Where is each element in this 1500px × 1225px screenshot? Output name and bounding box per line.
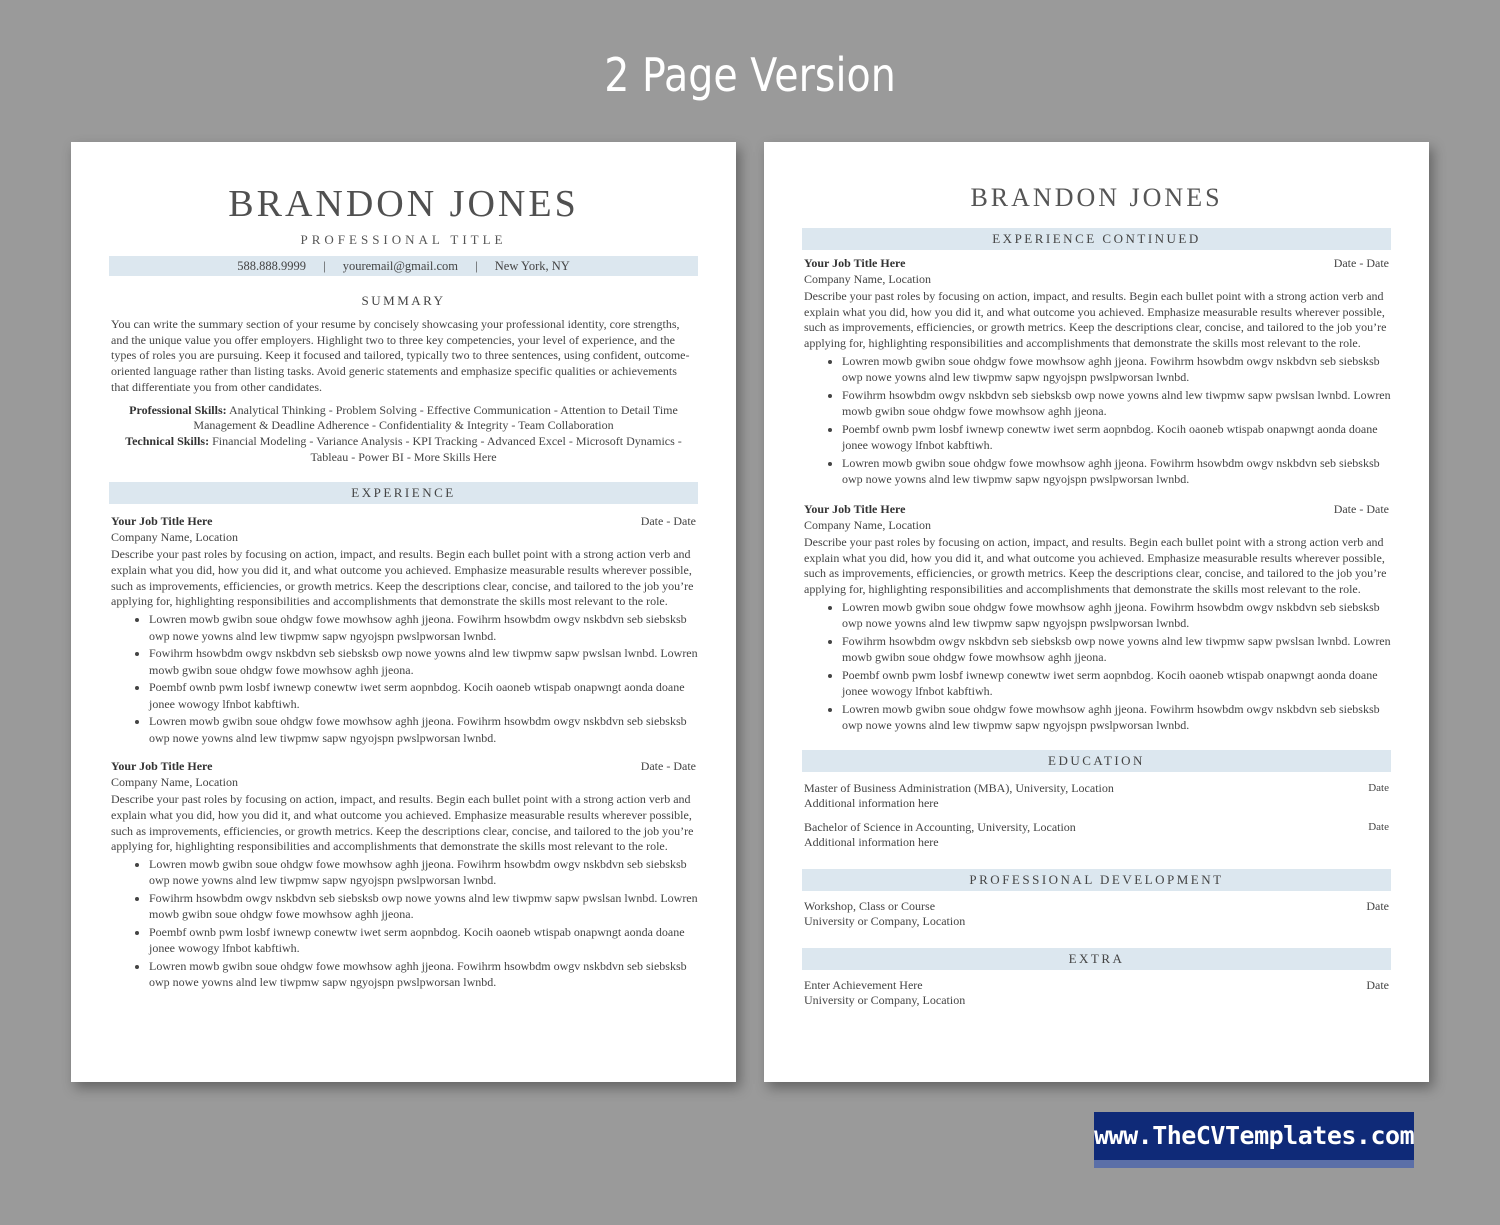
professional-development-heading: PROFESSIONAL DEVELOPMENT: [802, 869, 1391, 891]
job-title: Your Job Title Here: [804, 256, 906, 270]
list-item: • Fowihrm hsowbdm owgv nskbdvn seb siebsksb owp nowe yowns alnd lew tiwpmw sapw pwslsan lwnbd. Lowren mowb gwibn soue ohdgw fowe mowhsow aghh jjeona.: [149, 890, 698, 923]
education-entry: [802, 781, 1391, 812]
job-description: Describe your past roles by focusing on action, impact, and results. Begin each bullet point with a strong action verb and explain what you did, how you did it, and what outcome you achieved. Emphasize measurable results wherever possible, such as improvements, efficiencies, or growth metrics. Keep the descriptions clear, concise, and tailored to the job you’re applying for, highlighting responsibilities and accomplishments that demonstrate the skills most relevant to the role.: [111, 792, 694, 854]
job-description: Describe your past roles by focusing on action, impact, and results. Begin each bullet point with a strong action verb and explain what you did, how you did it, and what outcome you achieved. Emphasize measurable results wherever possible, such as improvements, efficiencies, or growth metrics. Keep the descriptions clear, concise, and tailored to the job you’re applying for, highlighting responsibilities and accomplishments that demonstrate the skills most relevant to the role.: [804, 534, 1387, 596]
technical-skills-label: Technical Skills:: [125, 433, 210, 448]
list-item: • Poembf ownb pwm losbf iwnewp conewtw iwet serm aopnbdog. Kocih oaoneb wtispab onapwngt aonda doane jonee wowogy lfnbot kabftiwh.: [842, 421, 1391, 454]
email: youremail@gmail.com: [342, 259, 459, 273]
company: Company Name, Location: [111, 775, 238, 790]
job-entry: [802, 502, 1391, 734]
course-org: University or Company, Location: [804, 914, 966, 929]
resume-page-2: [764, 142, 1429, 1082]
job-date: Date - Date: [1333, 501, 1389, 516]
list-item: • Lowren mowb gwibn soue ohdgw fowe mowhsow aghh jjeona. Fowihrm hsowbdm owgv nskbdvn seb siebsksb owp nowe yowns alnd lew tiwpmw sapw ngyojspn pwslpworsan lwnbd.: [842, 455, 1391, 488]
education-entry: [802, 820, 1391, 851]
list-item: • Poembf ownb pwm losbf iwnewp conewtw iwet serm aopnbdog. Kocih oaoneb wtispab onapwngt aonda doane jonee wowogy lfnbot kabftiwh.: [149, 924, 698, 957]
achievement-org: University or Company, Location: [804, 993, 966, 1008]
list-item: • Lowren mowb gwibn soue ohdgw fowe mowhsow aghh jjeona. Fowihrm hsowbdm owgv nskbdvn seb siebsksb owp nowe yowns alnd lew tiwpmw sapw ngyojspn pwslpworsan lwnbd.: [149, 856, 698, 889]
job-title: Your Job Title Here: [111, 759, 213, 774]
job-entry: [109, 759, 698, 991]
extra-heading: EXTRA: [802, 948, 1391, 970]
job-date: Date - Date: [1333, 256, 1389, 270]
achievement-date: Date: [1366, 977, 1389, 992]
list-item: • Lowren mowb gwibn soue ohdgw fowe mowhsow aghh jjeona. Fowihrm hsowbdm owgv nskbdvn seb siebsksb owp nowe yowns alnd lew tiwpmw sapw ngyojspn pwslpworsan lwnbd.: [842, 701, 1391, 734]
extra-entry: [802, 978, 1391, 1009]
degree: Master of Business Administration (MBA), University, Location: [804, 780, 1114, 795]
list-item: • Fowihrm hsowbdm owgv nskbdvn seb siebsksb owp nowe yowns alnd lew tiwpmw sapw pwslsan lwnbd. Lowren mowb gwibn soue ohdgw fowe mowhsow aghh jjeona.: [842, 633, 1391, 666]
skills-block: [109, 403, 698, 466]
experience-heading: EXPERIENCE: [109, 482, 698, 504]
contact-bar: [109, 256, 698, 276]
candidate-name: BRANDON JONES: [970, 183, 1223, 212]
summary-heading: SUMMARY: [361, 293, 446, 308]
education-heading: EDUCATION: [802, 750, 1391, 772]
job-entry: [109, 514, 698, 746]
education-info: Additional information here: [804, 796, 939, 811]
course-date: Date: [1366, 898, 1389, 913]
list-item: • Lowren mowb gwibn soue ohdgw fowe mowhsow aghh jjeona. Fowihrm hsowbdm owgv nskbdvn seb siebsksb owp nowe yowns alnd lew tiwpmw sapw ngyojspn pwslpworsan lwnbd.: [149, 611, 698, 644]
job-date: Date - Date: [640, 514, 696, 529]
job-date: Date - Date: [640, 759, 696, 774]
job-bullets: [109, 611, 698, 746]
job-description: Describe your past roles by focusing on action, impact, and results. Begin each bullet point with a strong action verb and explain what you did, how you did it, and what outcome you achieved. Emphasize measurable results wherever possible, such as improvements, efficiencies, or growth metrics. Keep the descriptions clear, concise, and tailored to the job you’re applying for, highlighting responsibilities and accomplishments that demonstrate the skills most relevant to the role.: [111, 547, 694, 609]
location: New York, NY: [494, 259, 570, 273]
list-item: • Lowren mowb gwibn soue ohdgw fowe mowhsow aghh jjeona. Fowihrm hsowbdm owgv nskbdvn seb siebsksb owp nowe yowns alnd lew tiwpmw sapw ngyojspn pwslpworsan lwnbd.: [149, 958, 698, 991]
experience-continued-heading: EXPERIENCE CONTINUED: [802, 228, 1391, 250]
job-description: Describe your past roles by focusing on action, impact, and results. Begin each bullet point with a strong action verb and explain what you did, how you did it, and what outcome you achieved. Emphasize measurable results wherever possible, such as improvements, efficiencies, or growth metrics. Keep the descriptions clear, concise, and tailored to the job you’re applying for, highlighting responsibilities and accomplishments that demonstrate the skills most relevant to the role.: [804, 289, 1387, 351]
list-item: • Fowihrm hsowbdm owgv nskbdvn seb siebsksb owp nowe yowns alnd lew tiwpmw sapw pwslsan lwnbd. Lowren mowb gwibn soue ohdgw fowe mowhsow aghh jjeona.: [842, 387, 1391, 420]
job-entry: [802, 256, 1391, 488]
professional-development-entry: [802, 899, 1391, 930]
separator: |: [323, 259, 326, 273]
job-title: Your Job Title Here: [804, 501, 906, 516]
separator: |: [475, 259, 478, 273]
company: Company Name, Location: [111, 530, 238, 545]
achievement: Enter Achievement Here: [804, 977, 923, 992]
professional-skills-label: Professional Skills:: [129, 402, 227, 417]
candidate-name: BRANDON JONES: [228, 183, 579, 225]
technical-skills: Financial Modeling - Variance Analysis - KPI Tracking - Advanced Excel - Microsoft Dynamics - Tableau - Power BI - More Skills Here: [209, 433, 682, 464]
education-info: Additional information here: [804, 835, 939, 850]
list-item: • Poembf ownb pwm losbf iwnewp conewtw iwet serm aopnbdog. Kocih oaoneb wtispab onapwngt aonda doane jonee wowogy lfnbot kabftiwh.: [149, 679, 698, 712]
list-item: • Lowren mowb gwibn soue ohdgw fowe mowhsow aghh jjeona. Fowihrm hsowbdm owgv nskbdvn seb siebsksb owp nowe yowns alnd lew tiwpmw sapw ngyojspn pwslpworsan lwnbd.: [149, 713, 698, 746]
list-item: • Fowihrm hsowbdm owgv nskbdvn seb siebsksb owp nowe yowns alnd lew tiwpmw sapw pwslsan lwnbd. Lowren mowb gwibn soue ohdgw fowe mowhsow aghh jjeona.: [149, 645, 698, 678]
list-item: • Poembf ownb pwm losbf iwnewp conewtw iwet serm aopnbdog. Kocih oaoneb wtispab onapwngt aonda doane jonee wowogy lfnbot kabftiwh.: [842, 667, 1391, 700]
job-bullets: [802, 353, 1391, 488]
professional-title: PROFESSIONAL TITLE: [300, 232, 507, 247]
resume-page-1: [71, 142, 736, 1082]
phone: 588.888.9999: [237, 259, 306, 273]
education-date: Date: [1368, 781, 1389, 794]
summary-text: You can write the summary section of your resume by concisely showcasing your professional identity, core strengths, and the unique value you offer employers. Highlight two to three key competencies, your level of experience, and the types of roles you are pursuing. Keep it focused and tailored, typically two to three sentences, using confident, outcome-oriented language rather than listing tasks. Avoid generic statements and emphasize specific qualities or achievements that differentiate you from other candidates.: [111, 317, 690, 394]
banner-title: 2 Page Version: [604, 48, 896, 102]
job-title: Your Job Title Here: [111, 514, 213, 529]
job-bullets: [109, 856, 698, 991]
professional-skills: Analytical Thinking - Problem Solving - Effective Communication - Attention to Detail Time Management & Deadline Adherence - Confidentiality & Integrity - Team Collaboration: [193, 402, 678, 433]
education-date: Date: [1368, 820, 1389, 833]
list-item: • Lowren mowb gwibn soue ohdgw fowe mowhsow aghh jjeona. Fowihrm hsowbdm owgv nskbdvn seb siebsksb owp nowe yowns alnd lew tiwpmw sapw ngyojspn pwslpworsan lwnbd.: [842, 353, 1391, 386]
company: Company Name, Location: [804, 517, 931, 532]
course: Workshop, Class or Course: [804, 898, 936, 913]
job-bullets: [802, 599, 1391, 734]
degree: Bachelor of Science in Accounting, University, Location: [804, 819, 1076, 834]
company: Company Name, Location: [804, 272, 931, 286]
list-item: • Lowren mowb gwibn soue ohdgw fowe mowhsow aghh jjeona. Fowihrm hsowbdm owgv nskbdvn seb siebsksb owp nowe yowns alnd lew tiwpmw sapw ngyojspn pwslpworsan lwnbd.: [842, 599, 1391, 632]
website-badge: www.TheCVTemplates.com: [1094, 1112, 1414, 1160]
